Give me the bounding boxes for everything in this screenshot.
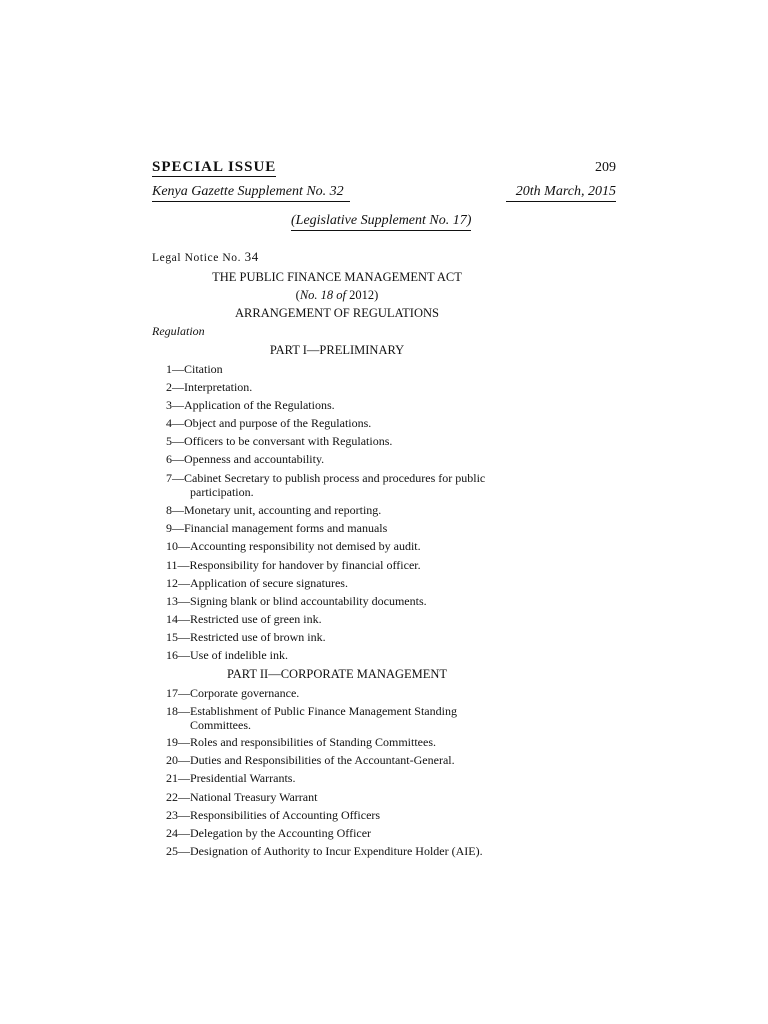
regulation-item: 5—Officers to be conversant with Regulations. [166, 434, 393, 448]
regulation-item: 17—Corporate governance. [166, 686, 300, 700]
legal-notice-number: 34 [244, 249, 259, 264]
act-number: (No. 18 of 2012) [295, 288, 379, 302]
gazette-supplement-title: Kenya Gazette Supplement No. 32 [152, 182, 350, 202]
regulation-item: 12—Application of secure signatures. [166, 576, 348, 590]
regulation-item [166, 471, 523, 499]
regulation-item: 2—Interpretation. [166, 380, 253, 394]
regulation-item: 21—Presidential Warrants. [166, 771, 296, 785]
page-number: 209 [595, 160, 616, 175]
regulation-item: 6—Openness and accountability. [166, 452, 325, 466]
publication-date: 20th March, 2015 [506, 182, 616, 202]
regulation-item: 1—Citation [166, 362, 223, 376]
act-title: THE PUBLIC FINANCE MANAGEMENT ACT [212, 270, 462, 284]
regulation-item: 22—National Treasury Warrant [166, 790, 318, 804]
legal-notice-prefix: Legal Notice No. [152, 252, 242, 264]
regulation-item: 13—Signing blank or blind accountability documents. [166, 594, 427, 608]
regulation-item: 11—Responsibility for handover by financial officer. [166, 558, 421, 572]
regulation-item: 24—Delegation by the Accounting Officer [166, 826, 372, 840]
regulation-item: 3—Application of the Regulations. [166, 398, 335, 412]
act-number-year: 2012 [349, 288, 375, 302]
regulation-item-continuation: Committees. [190, 718, 251, 732]
special-issue-heading: SPECIAL ISSUE [152, 159, 277, 175]
regulation-item-continuation: participation. [190, 485, 254, 499]
part-heading: PART I—PRELIMINARY [269, 343, 405, 357]
regulation-item: 14—Restricted use of green ink. [166, 612, 322, 626]
act-number-italic: No. 18 of [299, 288, 347, 302]
arrangement-heading: ARRANGEMENT OF REGULATIONS [235, 306, 439, 320]
part-heading: PART II—CORPORATE MANAGEMENT [226, 667, 448, 681]
regulation-item: 10—Accounting responsibility not demised by audit. [166, 539, 421, 553]
regulation-item: 8—Monetary unit, accounting and reporting. [166, 503, 382, 517]
regulation-item-text: 7—Cabinet Secretary to publish process and procedures for public [166, 471, 486, 485]
regulation-item: 15—Restricted use of brown ink. [166, 630, 326, 644]
regulation-item: 19—Roles and responsibilities of Standing Committees. [166, 735, 436, 749]
legal-notice-label [152, 249, 259, 265]
regulation-item: 9—Financial management forms and manuals [166, 521, 388, 535]
regulation-item-text: 18—Establishment of Public Finance Management Standing [166, 704, 457, 718]
regulation-column-label: Regulation [152, 324, 205, 338]
regulation-item [166, 704, 523, 732]
regulation-item: 25—Designation of Authority to Incur Expenditure Holder (AIE). [166, 844, 483, 858]
regulation-item: 23—Responsibilities of Accounting Officers [166, 808, 381, 822]
regulation-item: 20—Duties and Responsibilities of the Accountant-General. [166, 753, 455, 767]
legislative-supplement: (Legislative Supplement No. 17) [291, 211, 471, 231]
regulation-item: 4—Object and purpose of the Regulations. [166, 416, 372, 430]
regulation-item: 16—Use of indelible ink. [166, 648, 288, 662]
